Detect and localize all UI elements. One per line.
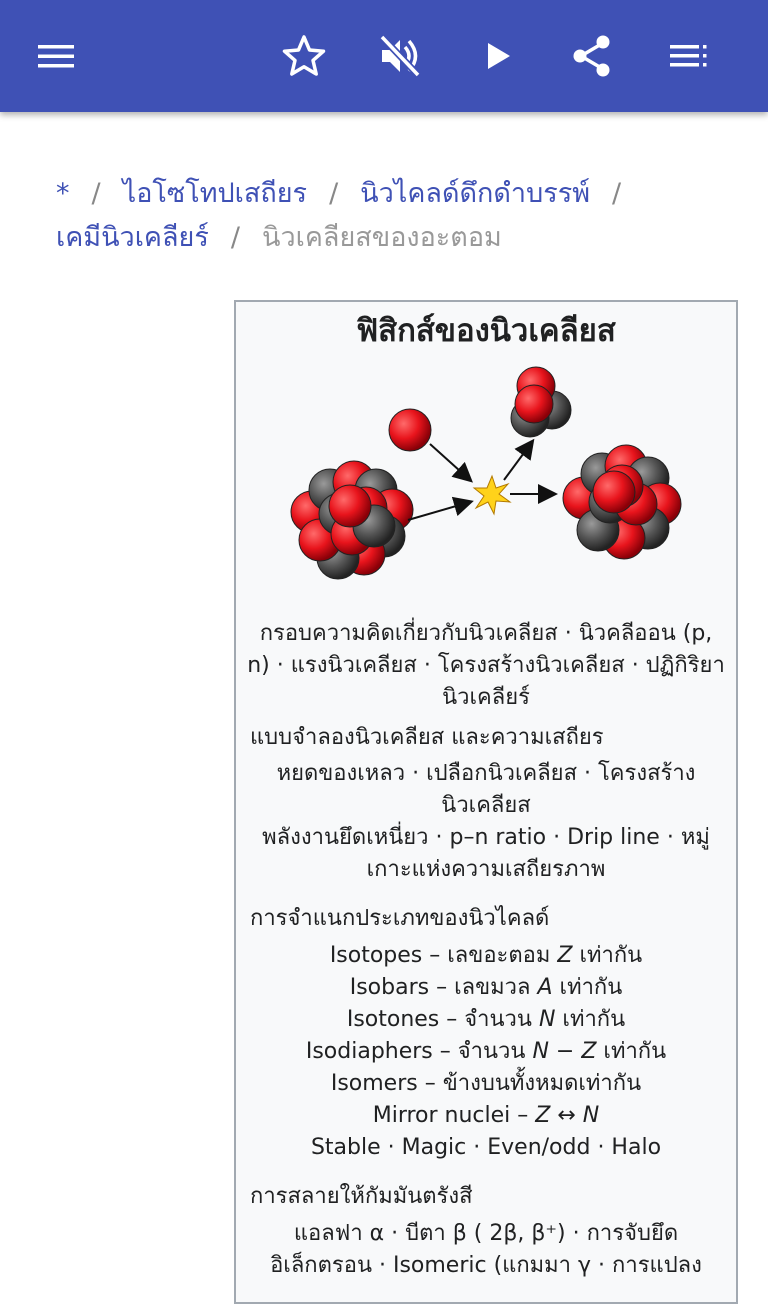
breadcrumb-separator: / [230,222,240,253]
isobars-suffix: เท่ากัน [559,975,623,1000]
isodiaphers-row[interactable]: Isodiaphers – จำนวน N − Z เท่ากัน [305,1039,667,1064]
breadcrumb-separator: / [91,178,101,209]
mirror-var-n: N [582,1103,600,1128]
models-heading: แบบจำลองนิวเคลียส และความเสถียร [250,725,604,750]
isotones-var: N [538,1007,556,1032]
breadcrumb-separator: / [329,178,339,209]
decay-line[interactable]: อิเล็กตรอน · Isomeric (แกมมา γ · การแปลง [270,1253,702,1278]
isomers-desc: ข้างบนทั้งหมดเท่ากัน [442,1071,642,1096]
star-outline-icon[interactable] [276,28,332,84]
mirror-arrow: ↔ [557,1103,576,1128]
breadcrumb-link-stable-isotopes[interactable]: ไอโซโทปเสถียร [122,178,308,209]
isodiaphers-suffix: เท่ากัน [603,1039,667,1064]
isodiaphers-desc: จำนวน [457,1039,526,1064]
models-line[interactable]: หยดของเหลว · เปลือกนิวเคลียส · โครงสร้าง [276,761,696,786]
classification-heading: การจำแนกประเภทของนิวไคลด์ [250,906,550,931]
mirror-var-z: Z [535,1103,551,1128]
isomers-label[interactable]: Isomers [330,1071,418,1096]
isobars-desc: เลขมวล [454,975,531,1000]
isotopes-var: Z [557,943,573,968]
isotopes-row[interactable]: Isotopes – เลขอะตอม Z เท่ากัน [329,943,643,968]
volume-off-icon[interactable] [372,28,428,84]
isotopes-suffix: เท่ากัน [579,943,643,968]
intro-line[interactable]: n) · แรงนิวเคลียส · โครงสร้างนิวเคลียส · ปฏิกิริยา [247,653,725,678]
models-line[interactable]: เกาะแห่งความเสถียรภาพ [366,857,606,882]
isobars-label[interactable]: Isobars [349,975,430,1000]
isotopes-desc: เลขอะตอม [447,943,551,968]
decay-heading: การสลายให้กัมมันตรังสี [250,1184,473,1209]
isobars-var: A [537,975,553,1000]
nuclear-reaction-image [284,358,694,610]
models-line[interactable]: นิวเคลียส [441,793,531,818]
breadcrumb-separator: / [612,178,622,209]
hamburger-menu-icon[interactable] [28,28,84,84]
isotones-desc: จำนวน [464,1007,532,1032]
isotones-label[interactable]: Isotones [346,1007,440,1032]
breadcrumb-link-nuclear-chemistry[interactable]: เคมีนิวเคลียร์ [56,222,209,253]
decay-line[interactable]: แอลฟา α · บีตา β ( 2β, β⁺) · การจับยึด [293,1221,679,1246]
play-icon[interactable] [470,28,526,84]
breadcrumb-link-root[interactable]: * [56,178,70,209]
isodiaphers-var-n: N [532,1039,549,1064]
nuclear-physics-infobox [234,300,738,1304]
isodiaphers-label[interactable]: Isodiaphers [305,1039,433,1064]
infobox-title: ฟิสิกส์ของนิวเคลียส [356,313,616,349]
stability-types-line[interactable]: Stable · Magic · Even/odd · Halo [310,1135,662,1160]
intro-line[interactable]: นิวเคลียร์ [442,685,530,710]
breadcrumb-link-primordial-nuclide[interactable]: นิวไคลด์ดึกดำบรรพ์ [360,178,591,209]
isotopes-label[interactable]: Isotopes [329,943,423,968]
isomers-row[interactable]: Isomers – ข้างบนทั้งหมดเท่ากัน [330,1071,642,1096]
isodiaphers-var-z: Z [581,1039,597,1064]
isobars-row[interactable]: Isobars – เลขมวล A เท่ากัน [349,975,623,1000]
mirror-nuclei-label[interactable]: Mirror nuclei [372,1103,511,1128]
top-app-bar [0,0,768,112]
breadcrumb-current: นิวเคลียสของอะตอม [261,222,502,253]
isotones-suffix: เท่ากัน [562,1007,626,1032]
breadcrumb [56,172,736,260]
isotones-row[interactable]: Isotones – จำนวน N เท่ากัน [346,1007,626,1032]
list-menu-icon[interactable] [660,28,716,84]
intro-line[interactable]: กรอบความคิดเกี่ยวกับนิวเคลียส · นิวคลีออน (p, [259,621,713,646]
share-icon[interactable] [564,28,620,84]
mirror-nuclei-row[interactable]: Mirror nuclei – Z ↔ N [372,1103,600,1128]
models-line[interactable]: พลังงานยึดเหนี่ยว · p–n ratio · Drip line · หมู่ [262,825,710,850]
